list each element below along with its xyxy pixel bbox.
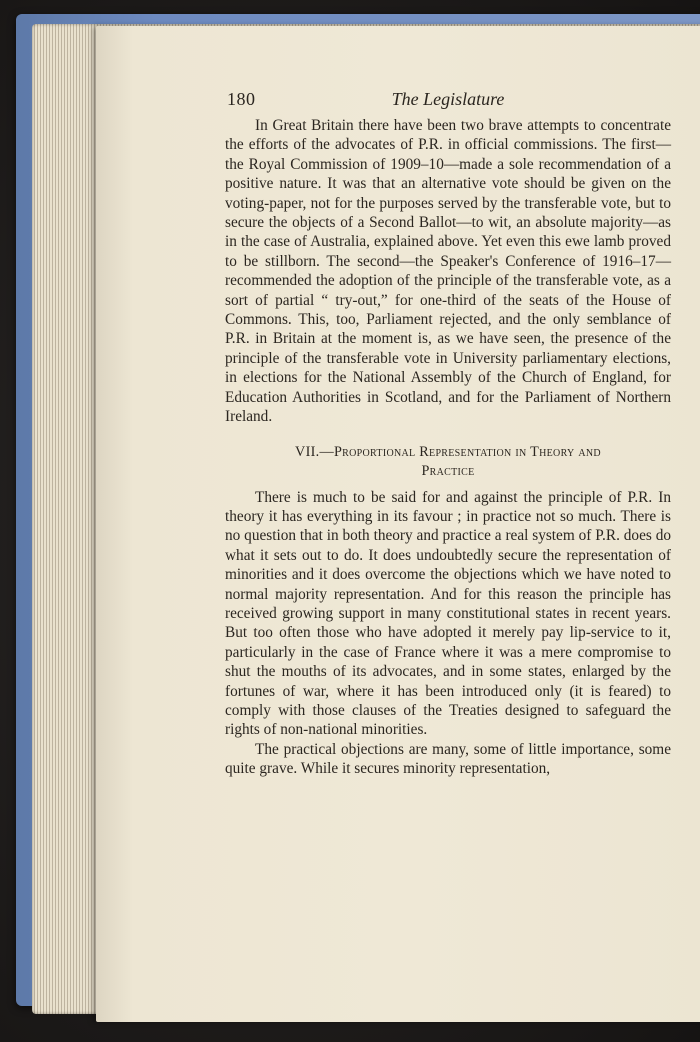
section-heading	[225, 443, 671, 481]
running-title: The Legislature	[391, 89, 505, 109]
paragraph: The practical objections are many, some of little importance, some quite grave. While it secures minority representation,	[225, 740, 671, 778]
page-text	[225, 86, 671, 779]
section-heading-line: Practice	[421, 462, 475, 479]
paragraph: In Great Britain there have been two brave attempts to concentrate the efforts of the advocates of P.R. in official commissions. The first—the Royal Commission of 1909–10—made a sole recommendation of a positive nature. It was that an alternative vote should be given on the voting-paper, not for the purposes served by the transferable vote, but to secure the objects of a Second Ballot—to wit, an absolute majority—as in the case of Australia, explained above. Yet even this ewe lamb proved to be stillborn. The second—the Speaker's Conference of 1916–17—recommended the adoption of the principle of the transferable vote, as a sort of partial “ try-out,” for one-third of the seats of the House of Commons. This, too, Parliament rejected, and the only semblance of P.R. in Britain at the moment is, as we have seen, the presence of the principle of the transferable vote in University parliamentary elections, in elections for the National Assembly of the Church of England, for Education Authorities in Scotland, and for the Parliament of Northern Ireland.	[225, 117, 671, 426]
page-number: 180	[227, 89, 256, 109]
paragraph: There is much to be said for and against the principle of P.R. In theory it has everything in its favour ; in practice not so much. There is no question that in both theory and practice a real system of P.R. does do what it sets out to do. It does undoubtedly secure the representation of minorities and it does overcome the objections which we have noted to normal majority representation. And for this reason the principle has received growing support in many constitutional states in recent years. But too often those who have adopted it merely pay lip-service to it, particularly in the case of France where it was a mere compromise to shut the mouths of its advocates, and in some states, enlarged by the fortunes of war, where it has been introduced only (it is feared) to comply with those clauses of the Treaties designed to safeguard the rights of non-national minorities.	[225, 488, 671, 739]
running-head	[225, 86, 671, 116]
section-heading-line: VII.—Proportional Representation in Theory and	[295, 443, 601, 460]
